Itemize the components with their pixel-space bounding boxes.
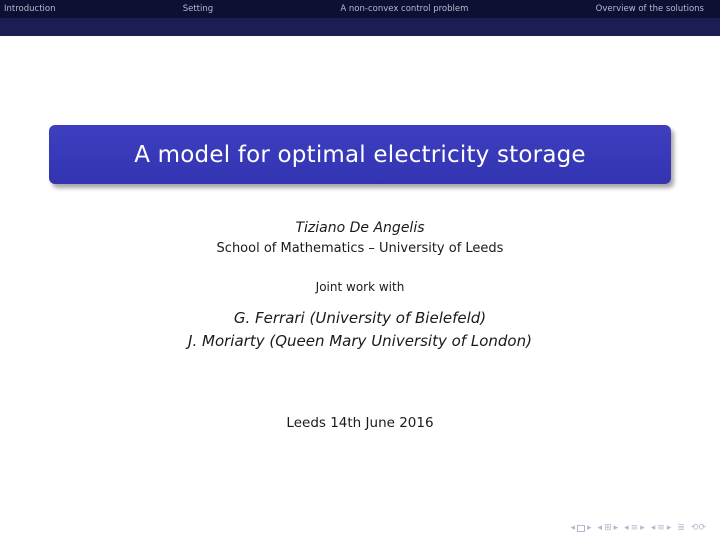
subsection-nav-group xyxy=(598,524,619,533)
next-document-icon[interactable]: ▸ xyxy=(666,523,672,533)
next-subsection-icon[interactable]: ▸ xyxy=(613,523,619,533)
subsection-icon[interactable]: ⊞ xyxy=(604,523,612,533)
frame-nav-group xyxy=(570,524,591,533)
nav-section-introduction[interactable]: Introduction xyxy=(4,4,56,14)
slide-title: A model for optimal electricity storage xyxy=(134,141,586,168)
coauthor-1: G. Ferrari (University of Bielefeld) xyxy=(233,309,487,327)
nav-section-overview[interactable]: Overview of the solutions xyxy=(595,4,704,14)
beamer-navigation-controls xyxy=(570,524,706,533)
document-icon[interactable]: ≡ xyxy=(657,523,665,533)
section-nav-group xyxy=(624,524,645,533)
next-section-icon[interactable]: ▸ xyxy=(640,523,645,533)
prev-subsection-icon[interactable]: ◂ xyxy=(597,523,603,533)
next-frame-icon[interactable]: ▸ xyxy=(587,523,592,533)
prev-section-icon[interactable]: ◂ xyxy=(624,523,629,533)
prev-frame-icon[interactable]: ◂ xyxy=(570,523,575,533)
author-name: Tiziano De Angelis xyxy=(295,220,425,236)
nav-section-setting[interactable]: Setting xyxy=(182,4,214,14)
section-navigation-bar xyxy=(0,0,720,18)
title-box xyxy=(49,125,671,184)
joint-work-label: Joint work with xyxy=(315,280,405,294)
search-icon[interactable]: ⟲⟳ xyxy=(690,523,706,533)
talk-date: Leeds 14th June 2016 xyxy=(286,415,434,431)
doc-nav-group xyxy=(651,524,672,533)
section-icon[interactable]: ≡ xyxy=(630,523,639,533)
nav-section-nonconvex[interactable]: A non-convex control problem xyxy=(340,4,469,14)
affiliation: School of Mathematics – University of Leeds xyxy=(216,241,504,256)
coauthor-2: J. Moriarty (Queen Mary University of London) xyxy=(188,332,532,350)
subsection-bar xyxy=(0,18,720,36)
frame-icon[interactable] xyxy=(577,525,585,532)
align-icon[interactable]: ≣ xyxy=(677,523,685,533)
prev-document-icon[interactable]: ◂ xyxy=(650,523,656,533)
